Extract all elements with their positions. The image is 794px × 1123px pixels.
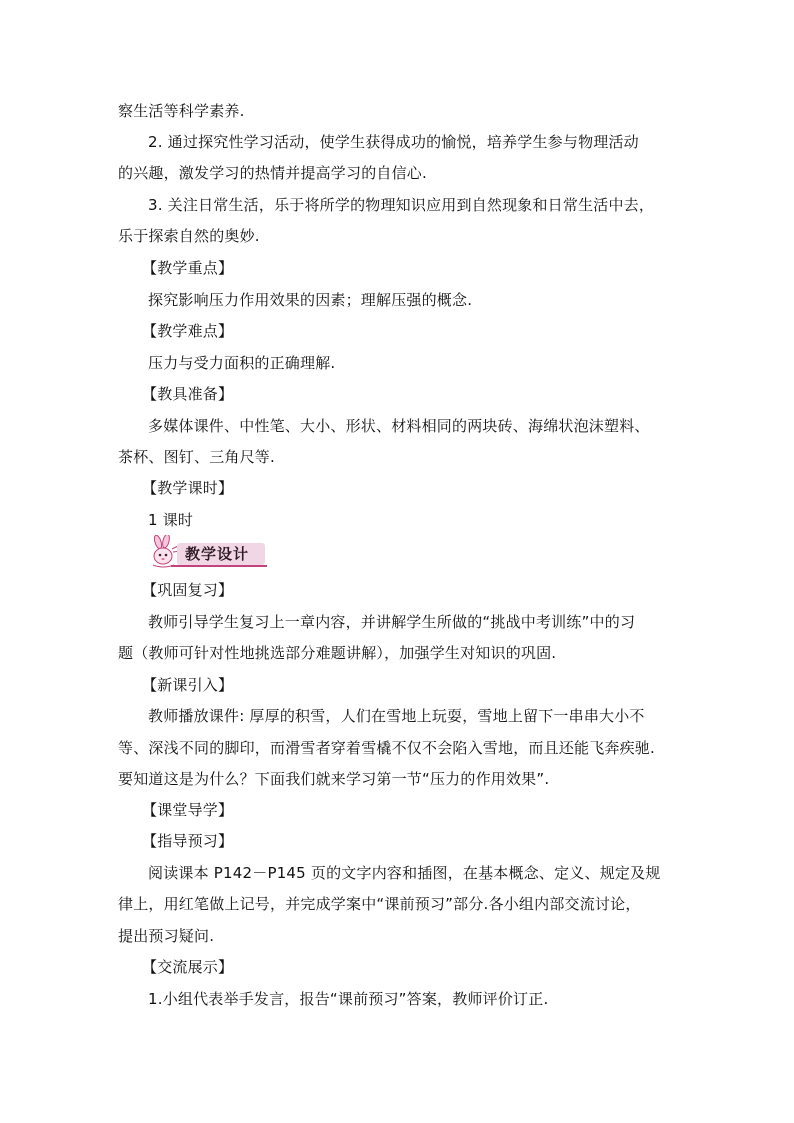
paragraph-line: 茶杯、图钉、三角尺等. [118,448,275,466]
banner-underline [171,565,267,567]
paragraph-line: 1.小组代表举手发言，报告“课前预习”答案，教师评价订正. [148,990,549,1008]
section-heading-new-lesson: 【新课引入】 [142,676,234,694]
banner-title: 教学设计 [185,545,250,563]
paragraph-line: 阅读课本 P142－P145 页的文字内容和插图，在基本概念、定义、规定及规 [148,864,661,882]
section-heading-classroom-guide: 【课堂导学】 [142,801,234,819]
section-heading-teaching-aids: 【教具准备】 [142,385,234,403]
paragraph-line: 律上，用红笔做上记号，并完成学案中“课前预习”部分.各小组内部交流讨论， [118,895,641,913]
section-heading-review: 【巩固复习】 [142,581,234,599]
paragraph-line: 教师引导学生复习上一章内容，并讲解学生所做的“挑战中考训练”中的习 [148,613,636,631]
section-heading-difficulties: 【教学难点】 [142,322,234,340]
paragraph-line: 2. 通过探究性学习活动，使学生获得成功的愉悦，培养学生参与物理活动 [148,133,639,151]
paragraph-line: 多媒体课件、中性笔、大小、形状、材料相同的两块砖、海绵状泡沫塑料、 [148,417,650,435]
paragraph-line: 的兴趣，激发学习的热情并提高学习的自信心. [118,164,427,182]
teaching-design-banner [147,535,269,569]
paragraph-line: 等、深浅不同的脚印，而滑雪者穿着雪橇不仅不会陷入雪地，而且还能飞奔疾驰. [118,739,655,757]
paragraph-line: 提出预习疑问. [118,927,215,945]
paragraph-line: 题（教师可针对性地挑选部分难题讲解），加强学生对知识的巩固. [118,644,557,662]
section-heading-preview-guide: 【指导预习】 [142,832,234,850]
section-heading-class-hours: 【教学课时】 [142,479,234,497]
paragraph-line: 察生活等科学素养. [118,102,245,120]
section-heading-key-points: 【教学重点】 [142,259,234,277]
paragraph-line: 探究影响压力作用效果的因素；理解压强的概念. [148,291,473,309]
paragraph-line: 要知道这是为什么？下面我们就来学习第一节“压力的作用效果”. [118,770,550,788]
paragraph-line: 3. 关注日常生活，乐于将所学的物理知识应用到自然现象和日常生活中去， [148,196,655,214]
paragraph-line: 乐于探索自然的奥妙. [118,227,260,245]
paragraph-line: 教师播放课件: 厚厚的积雪，人们在雪地上玩耍，雪地上留下一串串大小不 [148,707,645,725]
paragraph-line: 压力与受力面积的正确理解. [148,354,336,372]
section-heading-exchange: 【交流展示】 [142,958,234,976]
paragraph-line: 1 课时 [148,511,194,529]
